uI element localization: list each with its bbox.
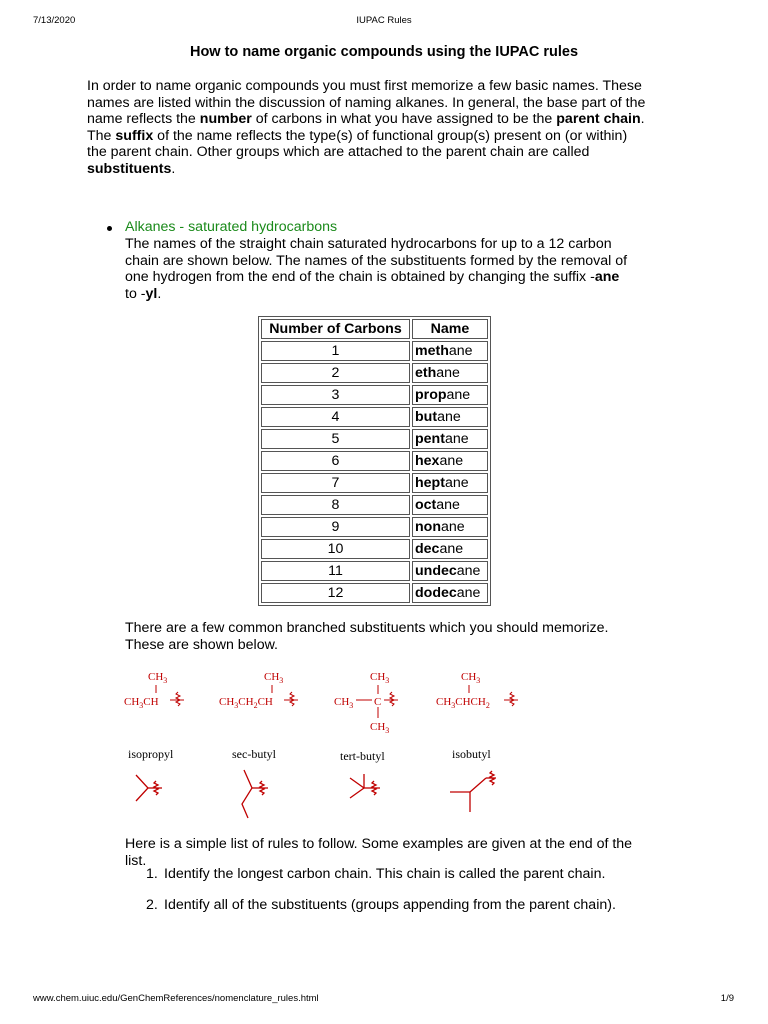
- secbutyl-label: sec-butyl: [232, 747, 276, 761]
- tertbutyl-center-label: C: [374, 696, 382, 708]
- carbon-count-cell: 11: [261, 561, 410, 581]
- isobutyl-top-label: $CH_3$: [461, 671, 481, 685]
- isobutyl-label: isobutyl: [452, 747, 491, 761]
- rule-item: 2. Identify all of the substituents (groups appending from the parent chain).: [146, 896, 616, 913]
- secbutyl-top-label: $CH_3$: [264, 671, 284, 685]
- alkane-name-cell: ethane: [412, 363, 488, 383]
- table-row: [261, 473, 488, 493]
- bullet-icon: [107, 226, 112, 231]
- carbon-count-cell: 1: [261, 341, 410, 361]
- tertbutyl-label: tert-butyl: [340, 749, 385, 763]
- page-number: 1/9: [720, 993, 734, 1004]
- alkane-name-cell: heptane: [412, 473, 488, 493]
- table-row: [261, 451, 488, 471]
- isobutyl-formula: $CH_3CHCH_2$: [436, 696, 490, 710]
- table-row: [261, 583, 488, 603]
- print-date: 7/13/2020: [33, 15, 76, 26]
- page-title: How to name organic compounds using the IUPAC rules: [189, 44, 579, 60]
- table-row: [261, 341, 488, 361]
- carbon-count-cell: 2: [261, 363, 410, 383]
- tertbutyl-top-label: $CH_3$: [370, 671, 390, 685]
- alkanes-heading: Alkanes - saturated hydrocarbons: [125, 219, 338, 235]
- table-row: [261, 495, 488, 515]
- col-header-carbons: Number of Carbons: [261, 319, 410, 339]
- carbon-count-cell: 3: [261, 385, 410, 405]
- carbon-count-cell: 9: [261, 517, 410, 537]
- alkane-name-cell: undecane: [412, 561, 488, 581]
- isopropyl-formula: $CH_3CH$: [124, 696, 159, 710]
- table-row: [261, 385, 488, 405]
- rule-item: 1. Identify the longest carbon chain. This chain is called the parent chain.: [146, 866, 606, 882]
- common-substituents-text: There are a few common branched substituents which you should memorize. These are shown below.: [125, 620, 609, 653]
- carbon-count-cell: 4: [261, 407, 410, 427]
- alkane-name-cell: pentane: [412, 429, 488, 449]
- carbon-count-cell: 5: [261, 429, 410, 449]
- table-row: [261, 407, 488, 427]
- table-row: [261, 363, 488, 383]
- carbon-count-cell: 12: [261, 583, 410, 603]
- alkane-name-cell: octane: [412, 495, 488, 515]
- secbutyl-formula: $CH_3CH_2CH$: [219, 696, 273, 710]
- alkanes-text: The names of the straight chain saturated hydrocarbons for up to a 12 carbon chain are shown below. The names of the substituents formed by the removal of one hydrogen from the end of the chain is obtained by changing the suffix -ane to -yl.: [125, 236, 628, 302]
- alkane-name-cell: methane: [412, 341, 488, 361]
- rules-intro-text: Here is a simple list of rules to follow. Some examples are given at the end of the list.: [125, 836, 633, 869]
- source-url: www.chem.uiuc.edu/GenChemReferences/nomenclature_rules.html: [33, 993, 319, 1004]
- alkane-name-cell: decane: [412, 539, 488, 559]
- carbon-count-cell: 10: [261, 539, 410, 559]
- branched-substituents-figure: [118, 660, 538, 830]
- alkane-names-table: [258, 316, 491, 606]
- print-title: IUPAC Rules: [356, 15, 412, 26]
- tertbutyl-bottom-label: $CH_3$: [370, 721, 390, 735]
- carbon-count-cell: 8: [261, 495, 410, 515]
- table-row: [261, 429, 488, 449]
- alkane-name-cell: hexane: [412, 451, 488, 471]
- carbon-count-cell: 6: [261, 451, 410, 471]
- rules-list: [146, 866, 626, 927]
- col-header-name: Name: [412, 319, 488, 339]
- isopropyl-top-label: $CH_3$: [148, 671, 168, 685]
- alkane-name-cell: butane: [412, 407, 488, 427]
- tertbutyl-left-label: $CH_3$: [334, 696, 354, 710]
- alkane-name-cell: propane: [412, 385, 488, 405]
- carbon-count-cell: 7: [261, 473, 410, 493]
- intro-paragraph: In order to name organic compounds you must first memorize a few basic names. These names are listed within the discussion of naming alkanes. In general, the base part of the name reflects the number of carbons in what you have assigned to be the parent chain. The suffix of the name reflects the type(s) of functional group(s) present on (or within) the parent chain. Other groups which are attached to the parent chain are called substituents.: [87, 78, 646, 177]
- alkane-name-cell: dodecane: [412, 583, 488, 603]
- table-row: [261, 517, 488, 537]
- table-row: [261, 539, 488, 559]
- isopropyl-label: isopropyl: [128, 747, 174, 761]
- alkane-name-cell: nonane: [412, 517, 488, 537]
- table-row: [261, 561, 488, 581]
